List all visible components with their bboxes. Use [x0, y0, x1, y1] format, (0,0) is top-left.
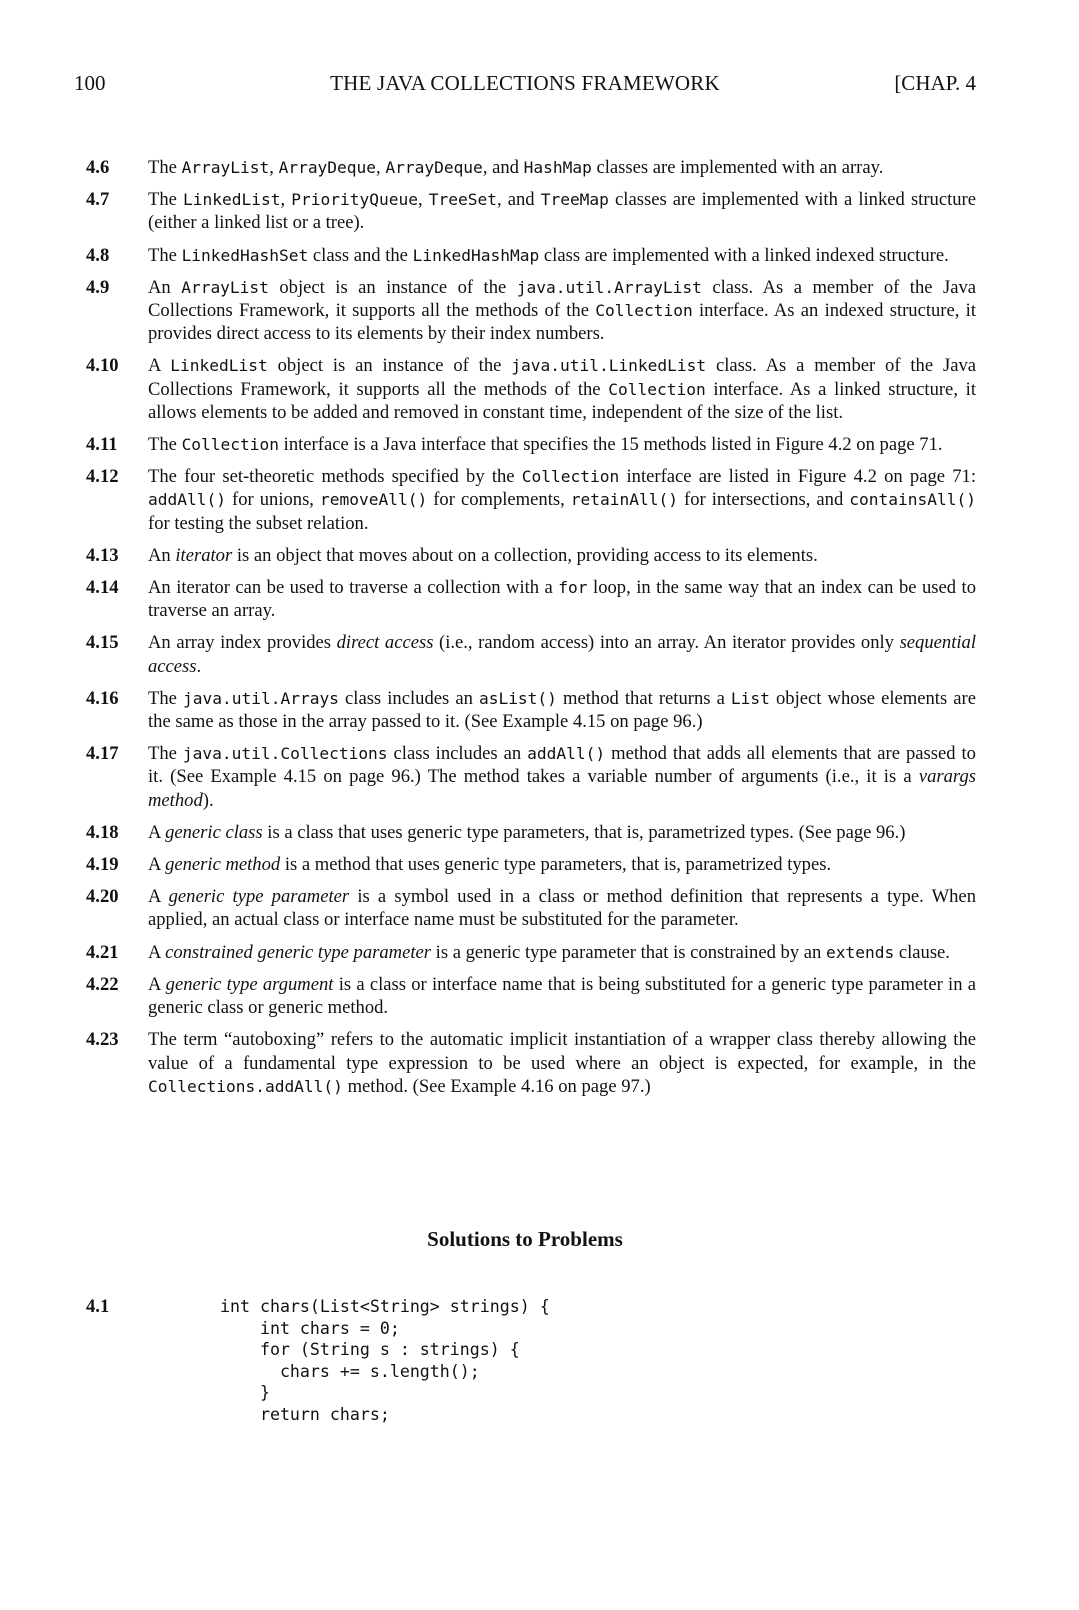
text-run: object whose elements are the same as those in the array passed to it. (See Example 4.15 on page 96.) [148, 687, 976, 733]
code-term: TreeMap [540, 190, 609, 210]
text-run: A [148, 854, 166, 876]
item-number: 4.9 [86, 276, 110, 298]
text-run: The [148, 157, 182, 178]
text-run: , [417, 189, 429, 211]
text-run: classes are implemented with a linked structure (either a linked list or a tree). [148, 189, 976, 234]
item-text [148, 822, 905, 843]
text-run: A [148, 821, 166, 843]
text-run: for unions, [225, 489, 320, 511]
item-number: 4.23 [86, 1029, 119, 1051]
emphasis-term: generic class [165, 821, 263, 843]
text-run: is an object that moves about on a collection, providing access to its elements. [232, 544, 818, 566]
text-run: The term “autoboxing” refers to the automatic implicit instantiation of a wrapper class thereby allowing the value of a fundamental type expression to be used where an object is expected, for example, in the [148, 1029, 976, 1074]
text-run: is a method that uses generic type parameters, that is, parametrized types. [280, 854, 832, 876]
text-run: object is an instance of the [268, 276, 517, 298]
list-item [74, 687, 976, 733]
chapter-label: [CHAP. 4 [894, 71, 976, 95]
text-run: method that adds all elements that are passed to it. (See Example 4.15 on page 96.) The method takes a variable number of arguments (i.e., it is a [148, 743, 976, 788]
item-text [148, 277, 976, 344]
item-text [148, 743, 976, 810]
emphasis-term: varargs method [148, 766, 976, 811]
code-term: List [730, 688, 770, 708]
item-text [148, 355, 976, 422]
code-term: removeAll() [320, 490, 428, 510]
list-item [74, 276, 976, 346]
text-run: class and the [308, 244, 413, 266]
text-run: An [148, 544, 176, 566]
code-term: extends [825, 942, 895, 962]
item-number: 4.12 [86, 466, 119, 488]
text-run: The four set-theoretic methods specified by the [148, 466, 522, 488]
text-run: interface. As an indexed structure, it provides direct access to its elements by their index numbers. [148, 300, 976, 345]
item-text [148, 854, 831, 875]
text-run: The [148, 189, 184, 211]
text-run: A [148, 941, 166, 963]
list-item [74, 1028, 976, 1098]
item-number: 4.14 [86, 577, 119, 599]
text-run: , [269, 157, 279, 178]
list-item [74, 244, 976, 267]
text-run: An iterator can be used to traverse a collection with a [148, 577, 559, 599]
code-term: java.util.Arrays [183, 688, 339, 708]
list-item [74, 973, 976, 1019]
item-number: 4.13 [86, 544, 119, 566]
emphasis-term: generic method [165, 854, 281, 876]
code-term: ArrayDeque [385, 158, 483, 177]
text-run: for intersections, and [678, 489, 850, 511]
emphasis-term: sequential access [148, 632, 976, 677]
code-term: addAll() [148, 490, 226, 510]
item-number: 4.18 [86, 821, 119, 843]
text-run: (i.e., random access) into an array. An iterator provides only [433, 632, 900, 654]
text-run: class. As a member of the Java Collections Framework, it supports all the methods of the [148, 355, 976, 400]
list-item [74, 742, 976, 812]
text-run: The [148, 244, 182, 266]
text-run: for testing the subset relation. [148, 512, 369, 534]
text-run: A [148, 973, 166, 995]
item-text [148, 688, 976, 732]
text-run: is a class or interface name that is being substituted for a generic type parameter in a generic class or generic method. [148, 973, 976, 1019]
text-run: The [148, 743, 183, 765]
list-item [74, 188, 976, 234]
code-term: Collection [181, 435, 280, 455]
code-term: TreeSet [428, 190, 497, 210]
code-term: java.util.ArrayList [516, 277, 702, 297]
text-run: is a symbol used in a class or method definition that represents a type. When applied, an actual class or interface name must be substituted for the parameter. [148, 886, 976, 931]
code-term: ArrayList [181, 277, 269, 297]
text-run: , [376, 157, 386, 178]
code-term: HashMap [523, 158, 592, 177]
item-text [148, 942, 950, 963]
list-item [74, 354, 976, 424]
text-run: ). [202, 789, 214, 811]
text-run: A [148, 886, 169, 908]
text-run: The [148, 687, 183, 709]
code-term: retainAll() [570, 490, 678, 510]
item-number: 4.21 [86, 941, 119, 963]
text-run: class includes an [387, 743, 528, 765]
item-text [148, 157, 883, 178]
code-term: PriorityQueue [291, 190, 418, 210]
list-item [74, 433, 976, 456]
list-item [74, 941, 976, 964]
running-title: THE JAVA COLLECTIONS FRAMEWORK [330, 71, 720, 95]
item-text [148, 434, 943, 455]
list-item [74, 631, 976, 677]
item-text [148, 189, 976, 233]
text-run: loop, in the same way that an index can be used to traverse an array. [148, 577, 976, 622]
item-text [148, 886, 976, 930]
list-item [74, 885, 976, 931]
solution-number: 4.1 [86, 1296, 110, 1317]
item-number: 4.20 [86, 886, 119, 908]
code-term: Collection [595, 301, 693, 321]
item-text [148, 545, 818, 566]
solutions-heading: Solutions to Problems [427, 1227, 623, 1251]
text-run: , [280, 189, 292, 211]
code-term: java.util.Collections [182, 744, 388, 764]
text-run: . [196, 655, 202, 677]
item-text [148, 245, 949, 266]
emphasis-term: direct access [336, 632, 434, 654]
code-term: for [558, 578, 588, 598]
item-text [148, 974, 976, 1018]
text-run: is a generic type parameter that is constrained by an [431, 941, 826, 963]
code-term: LinkedHashMap [412, 245, 540, 265]
item-number: 4.10 [86, 355, 119, 377]
list-item [74, 156, 976, 179]
item-number: 4.7 [86, 189, 110, 211]
list-item [74, 821, 976, 844]
text-run: class. As a member of the Java Collections Framework, it supports all the methods of the [148, 276, 977, 322]
emphasis-term: generic type parameter [168, 886, 350, 908]
item-number: 4.6 [86, 157, 110, 178]
text-run: , and [496, 189, 541, 211]
code-term: Collection [608, 379, 706, 399]
text-run: interface are listed in Figure 4.2 on page 71: [619, 466, 977, 488]
item-text [148, 466, 976, 533]
code-term: Collections.addAll() [148, 1076, 343, 1096]
text-run: The [148, 434, 182, 456]
code-term: LinkedHashSet [181, 245, 309, 265]
code-term: LinkedList [170, 356, 268, 376]
code-term: ArrayList [181, 158, 270, 177]
item-number: 4.15 [86, 632, 119, 654]
page-number: 100 [74, 71, 106, 95]
item-number: 4.11 [86, 434, 118, 456]
text-run: interface. As a linked structure, it allows elements to be added and removed in constant time, independent of the size of the list. [148, 378, 976, 423]
review-answers-list [74, 156, 976, 1107]
emphasis-term: iterator [175, 544, 233, 566]
emphasis-term: generic type argument [165, 973, 334, 995]
item-number: 4.8 [86, 244, 110, 266]
text-run: An array index provides [148, 632, 337, 654]
code-term: addAll() [527, 744, 606, 764]
text-run: is a class that uses generic type parameters, that is, parametrized types. (See page 96.) [262, 821, 906, 843]
item-number: 4.19 [86, 854, 119, 876]
emphasis-term: constrained generic type parameter [165, 941, 431, 963]
code-term: java.util.LinkedList [511, 356, 707, 376]
item-number: 4.16 [86, 687, 119, 709]
code-term: asList() [478, 688, 557, 708]
code-term: Collection [521, 467, 620, 487]
text-run: class are implemented with a linked indexed structure. [539, 244, 949, 266]
text-run: method. (See Example 4.16 on page 97.) [342, 1075, 651, 1097]
text-run: classes are implemented with an array. [591, 157, 884, 178]
code-term: containsAll() [849, 490, 976, 510]
text-run: interface is a Java interface that specifies the 15 methods listed in Figure 4.2 on page 71. [279, 434, 943, 456]
text-run: , and [482, 157, 524, 178]
list-item [74, 576, 976, 622]
text-run: method that returns a [556, 687, 731, 709]
code-term: LinkedList [183, 190, 281, 210]
text-run: An [148, 276, 182, 298]
code-term: ArrayDeque [278, 158, 377, 177]
text-run: object is an instance of the [267, 355, 512, 377]
list-item [74, 853, 976, 876]
text-run: A [148, 355, 171, 377]
item-text [148, 632, 976, 676]
item-text [148, 577, 976, 621]
list-item [74, 465, 976, 535]
item-number: 4.17 [86, 743, 119, 765]
text-run: clause. [894, 941, 950, 963]
text-run: class includes an [338, 687, 479, 709]
code-listing: int chars(List<String> strings) { int chars = 0; for (String s : strings) { chars += s.length(); } return chars; [220, 1297, 550, 1424]
item-text [148, 1029, 976, 1096]
list-item [74, 544, 976, 567]
running-header [74, 71, 976, 101]
item-number: 4.22 [86, 973, 119, 995]
text-run: for complements, [427, 489, 571, 511]
